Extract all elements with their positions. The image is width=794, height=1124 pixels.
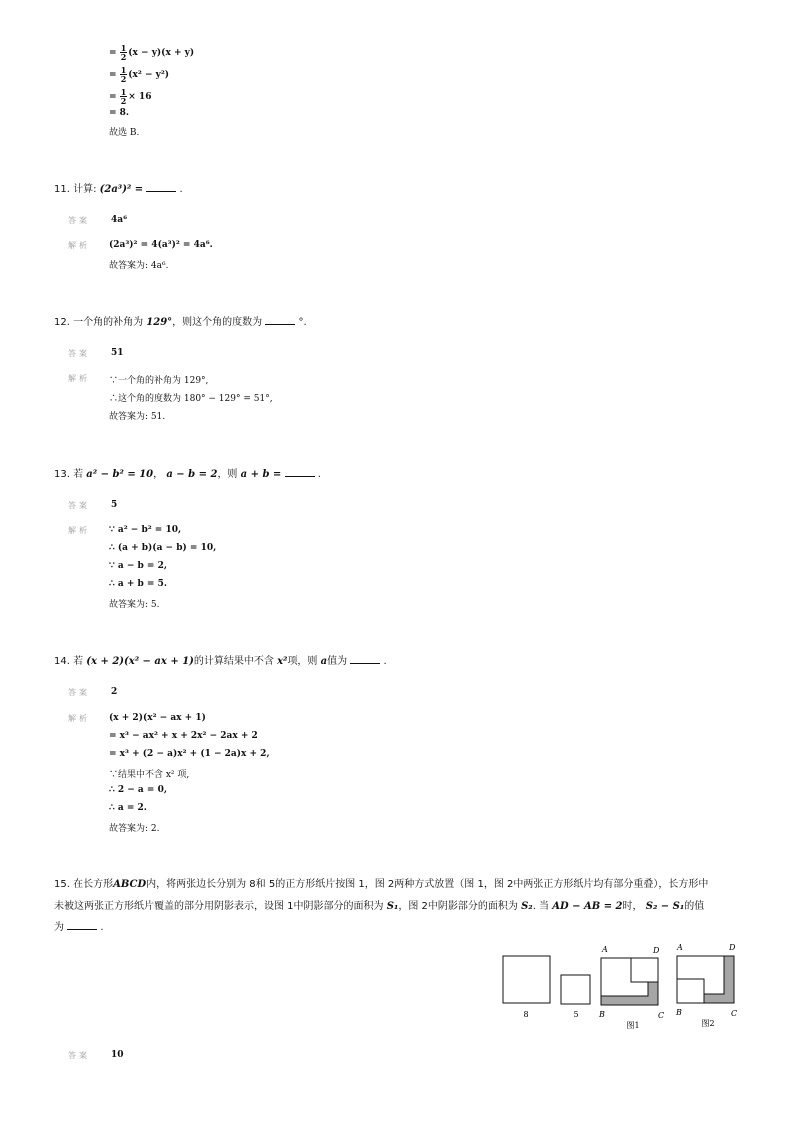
q11-solution-2: 故答案为: 4a⁶. xyxy=(109,261,169,271)
fig1-caption: 图1 xyxy=(626,1021,640,1030)
q15-answer-tag: 答案 xyxy=(68,1051,90,1060)
fig2-label-c: C xyxy=(731,1009,738,1018)
q11-solution-tag: 解析 xyxy=(68,241,90,250)
q14-solution-4: ∵结果中不含 x² 项, xyxy=(109,770,190,780)
q12-solution-3: 故答案为: 51. xyxy=(109,412,166,422)
fig1-label-d: D xyxy=(653,946,660,955)
square-5 xyxy=(561,975,590,1004)
q14-solution-2: = x³ − ax² + x + 2x² − 2ax + 2 xyxy=(109,731,258,741)
square-8 xyxy=(503,956,550,1003)
q11-solution-1: (2a³)² = 4(a³)² = 4a⁶. xyxy=(109,240,213,250)
q13-solution-5: 故答案为: 5. xyxy=(109,600,160,610)
q10-line3: = $\frac{1}{2}$ × 16 xyxy=(109,87,152,106)
q10-line4: = 8. xyxy=(109,108,130,118)
q13-solution-3: ∵ a − b = 2, xyxy=(109,561,167,571)
label-8: 8 xyxy=(523,1010,529,1019)
q13-question: 13. 若 a² − b² = 10， a − b = 2，则 a + b = . xyxy=(54,469,321,480)
q12-solution-1: ∵一个角的补角为 129°, xyxy=(109,376,209,386)
q14-solution-tag: 解析 xyxy=(68,714,90,723)
fig2-label-a: A xyxy=(677,943,683,952)
fig1-label-c: C xyxy=(658,1011,665,1020)
q13-solution-tag: 解析 xyxy=(68,526,90,535)
fig1-label-b: B xyxy=(599,1010,605,1019)
q13-solution-4: ∴ a + b = 5. xyxy=(109,579,167,589)
q11-question: 11. 计算: (2a³)² = . xyxy=(54,184,183,195)
q15-figures xyxy=(495,940,745,1035)
q10-line1: = $\frac{1}{2}$ (x − y)(x + y) xyxy=(109,43,195,62)
q12-blank xyxy=(265,316,295,325)
figure-2 xyxy=(675,943,737,1028)
q15-line-3: 为 . xyxy=(54,922,104,933)
q11-answer-tag: 答案 xyxy=(68,216,90,225)
q13-answer: 5 xyxy=(111,500,118,510)
q10-line2: = $\frac{1}{2}$ (x² − y²) xyxy=(109,65,170,84)
q14-solution-5: ∴ 2 − a = 0, xyxy=(109,785,167,795)
q14-question: 14. 若 (x + 2)(x² − ax + 1)的计算结果中不含 x²项，则 a值为 . xyxy=(54,656,387,667)
q13-answer-tag: 答案 xyxy=(68,501,90,510)
q14-solution-7: 故答案为: 2. xyxy=(109,824,160,834)
q13-solution-2: ∴ (a + b)(a − b) = 10, xyxy=(109,543,217,553)
q10-conclusion: 故选 B. xyxy=(109,128,140,138)
label-5: 5 xyxy=(573,1010,579,1019)
q14-answer: 2 xyxy=(111,687,118,697)
fig2-label-b: B xyxy=(676,1008,682,1017)
q14-solution-3: = x³ + (2 − a)x² + (1 − 2a)x + 2, xyxy=(109,749,270,759)
q15-blank xyxy=(67,921,97,930)
fig1-label-a: A xyxy=(602,945,608,954)
q15-answer: 10 xyxy=(111,1050,124,1060)
fig2-square-5 xyxy=(677,979,704,1003)
fig2-caption: 图2 xyxy=(701,1019,715,1028)
q12-answer-tag: 答案 xyxy=(68,349,90,358)
fig1-square-5 xyxy=(631,958,658,982)
figure-1 xyxy=(598,945,664,1030)
q14-blank xyxy=(350,655,380,664)
q13-blank xyxy=(285,468,315,477)
q15-line-2: 未被这两张正方形纸片覆盖的部分用阴影表示，设图 1中阴影部分的面积为 S₁，图 2中阴影部分的面积为 S₂. 当 AD − AB = 2时， S₂ − S₁的值 xyxy=(54,901,705,912)
q11-answer: 4a⁶ xyxy=(111,215,128,225)
q12-solution-2: ∴这个角的度数为 180° − 129° = 51°, xyxy=(109,394,273,404)
q13-solution-1: ∵ a² − b² = 10, xyxy=(109,525,182,535)
q11-blank xyxy=(146,183,176,192)
q14-solution-1: (x + 2)(x² − ax + 1) xyxy=(109,713,206,723)
q12-question: 12. 一个角的补角为 129°，则这个角的度数为 °. xyxy=(54,317,307,328)
q14-solution-6: ∴ a = 2. xyxy=(109,803,147,813)
q14-answer-tag: 答案 xyxy=(68,688,90,697)
q15-line-1: 15. 在长方形ABCD内，将两张边长分别为 8和 5的正方形纸片按图 1，图 2两种方式放置（图 1，图 2中两张正方形纸片均有部分重叠），长方形中 xyxy=(54,879,709,890)
q12-solution-tag: 解析 xyxy=(68,374,90,383)
fig2-label-d: D xyxy=(729,943,736,952)
q12-answer: 51 xyxy=(111,348,124,358)
